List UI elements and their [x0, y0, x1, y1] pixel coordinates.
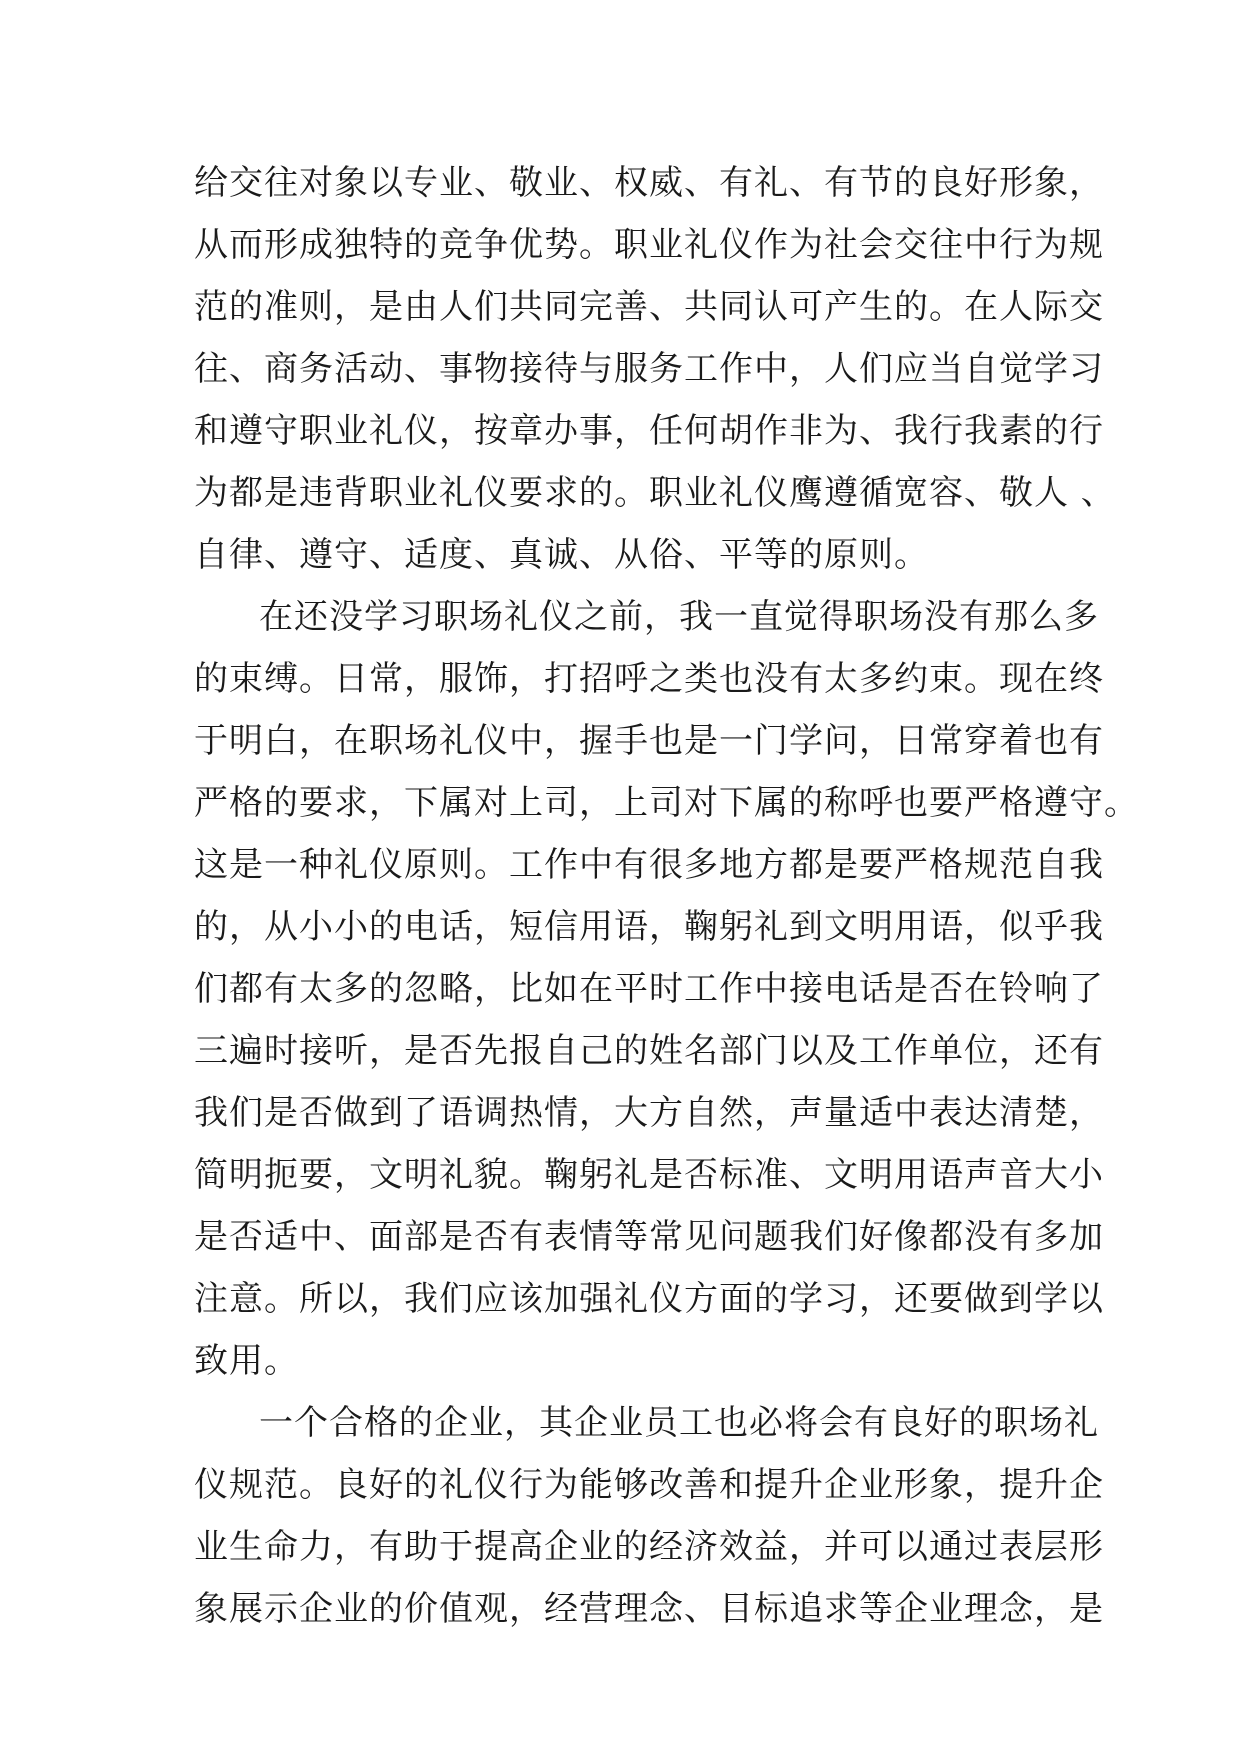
paragraph-first-line: 在还没学习职场礼仪之前，我一直觉得职场没有那么多: [259, 597, 1099, 637]
text-line: 们都有太多的忽略，比如在平时工作中接电话是否在铃响了: [194, 969, 1104, 1009]
text-line: 的，从小小的电话，短信用语，鞠躬礼到文明用语，似乎我: [194, 907, 1104, 947]
text-line: 业生命力，有助于提高企业的经济效益，并可以通过表层形: [194, 1527, 1104, 1567]
text-line: 从而形成独特的竞争优势。职业礼仪作为社会交往中行为规: [194, 225, 1104, 265]
text-line: 范的准则，是由人们共同完善、共同认可产生的。在人际交: [194, 287, 1104, 327]
text-line: 是否适中、面部是否有表情等常见问题我们好像都没有多加: [194, 1217, 1104, 1257]
text-line: 于明白，在职场礼仪中，握手也是一门学问，日常穿着也有: [194, 721, 1104, 761]
paragraph-first-line: 一个合格的企业，其企业员工也必将会有良好的职场礼: [259, 1403, 1099, 1443]
text-line: 这是一种礼仪原则。工作中有很多地方都是要严格规范自我: [194, 845, 1104, 885]
text-line: 自律、遵守、适度、真诚、从俗、平等的原则。: [194, 535, 929, 575]
text-line: 仪规范。良好的礼仪行为能够改善和提升企业形象，提升企: [194, 1465, 1104, 1505]
text-line: 为都是违背职业礼仪要求的。职业礼仪鹰遵循宽容、敬人 、: [194, 473, 1116, 513]
text-line: 我们是否做到了语调热情，大方自然，声量适中表达清楚，: [194, 1093, 1104, 1133]
text-line: 致用。: [194, 1341, 299, 1381]
text-line: 严格的要求，下属对上司，上司对下属的称呼也要严格遵守。: [194, 783, 1139, 823]
text-line: 给交往对象以专业、敬业、权威、有礼、有节的良好形象，: [194, 163, 1104, 203]
text-line: 简明扼要，文明礼貌。鞠躬礼是否标准、文明用语声音大小: [194, 1155, 1104, 1195]
text-line: 三遍时接听，是否先报自己的姓名部门以及工作单位，还有: [194, 1031, 1104, 1071]
text-line: 注意。所以，我们应该加强礼仪方面的学习，还要做到学以: [194, 1279, 1104, 1319]
text-line: 往、商务活动、事物接待与服务工作中，人们应当自觉学习: [194, 349, 1104, 389]
text-line: 象展示企业的价值观，经营理念、目标追求等企业理念，是: [194, 1589, 1104, 1629]
text-line: 和遵守职业礼仪，按章办事，任何胡作非为、我行我素的行: [194, 411, 1104, 451]
text-line: 的束缚。日常，服饰，打招呼之类也没有太多约束。现在终: [194, 659, 1104, 699]
